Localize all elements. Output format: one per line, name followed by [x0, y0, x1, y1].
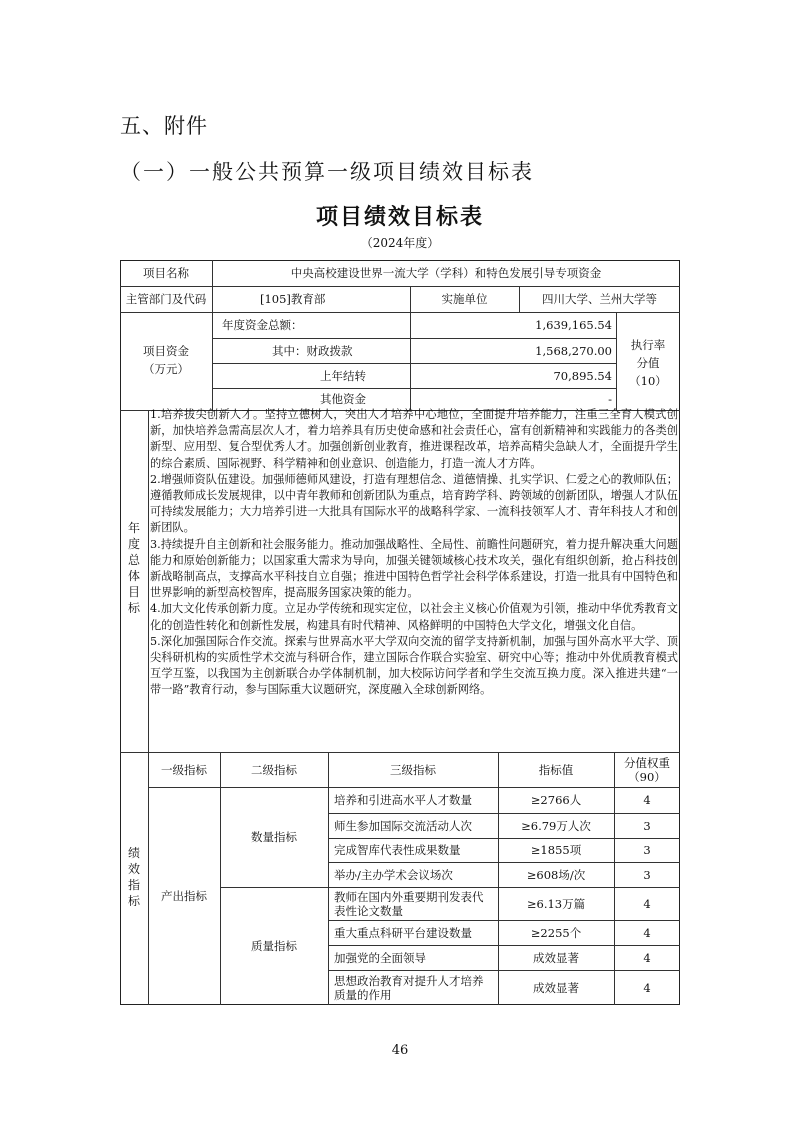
level2-quality: 质量指标 [251, 939, 297, 953]
goal-item: 2.增强师资队伍建设。加强师德师风建设，打造有理想信念、道德情操、扎实学识、仁爱之心的教师队伍；遵循教师成长发展规律，以中青年教师和创新团队为重点，培育跨学科、跨领域的创新团队，增强人才队伍可持续发展能力；大力培养引进一大批具有国际水平的战略科学家、一流科技领军人才、青年科技人才和创新团队。 [150, 472, 678, 535]
goal-item: 1.培养拔尖创新人才。坚持立德树人，突出人才培养中心地位，全面提升培养能力，注重三全育人模式创新，加快培养急需高层次人才，着力培养具有历史使命感和社会责任心，富有创新精神和实践能力的各类创新型、应用型、复合型优秀人才。加强创新创业教育，推进课程改革，培养高精尖急缺人才，全面提升学生的综合素质、国际视野、科学精神和创业意识、创造能力，打造一流人才方阵。 [150, 408, 678, 470]
goal-item: 5.深化加强国际合作交流。探索与世界高水平大学双向交流的留学支持新机制，加强与国外高水平大学、顶尖科研机构的实质性学术交流与科研合作，建立国际合作联合实验室、研究中心等；推动中外优质教育模式互学互鉴，以我国为主创新联合办学体制机制，加大校际访问学者和学生交流互换力度。深入推进共建“一带一路”教育行动，参与国际重大议题研究，深度融入全球创新网络。 [150, 634, 678, 697]
funds-label: 项目资金（万元） [143, 344, 189, 376]
page-number: 46 [391, 1043, 409, 1058]
level1-output: 产出指标 [161, 889, 207, 903]
impl-unit-label: 实施单位 [441, 292, 488, 306]
indicator-weight: 4 [643, 793, 651, 807]
dept-value: [105]教育部 [260, 292, 326, 306]
indicator-weight: 4 [643, 925, 651, 940]
indicator-name: 重大重点科研平台建设数量 [334, 925, 472, 940]
indicator-name: 师生参加国际交流活动人次 [334, 818, 472, 833]
annual-goals-label: 年度总体目标 [127, 521, 140, 615]
indicator-name: 举办/主办学术会议场次 [334, 867, 453, 882]
project-name-label: 项目名称 [143, 266, 189, 280]
indicator-value: ≥6.79万人次 [521, 818, 591, 833]
table-year: （2024年度） [360, 236, 440, 250]
indicator-value: 成效显著 [533, 950, 579, 965]
indicator-weight: 3 [643, 818, 651, 833]
funds-carry-label: 上年结转 [320, 368, 366, 383]
dept-label: 主管部门及代码 [125, 292, 207, 306]
funds-fiscal-label: 其中：财政拨款 [272, 343, 353, 358]
section-heading: 五、附件 [120, 114, 208, 138]
indicator-name: 思想政治教育对提升人才培养质量的作用 [334, 973, 484, 1002]
annual-goals-text [150, 407, 678, 699]
indicator-value: ≥2255个 [530, 925, 582, 940]
indicator-value: 成效显著 [533, 980, 579, 995]
table-title: 项目绩效目标表 [315, 205, 484, 230]
indicator-name: 完成智库代表性成果数量 [334, 843, 461, 857]
indicator-name: 教师在国内外重要期刊发表代表性论文数量 [334, 889, 484, 918]
header-value: 指标值 [538, 762, 574, 777]
header-level3: 三级指标 [390, 762, 436, 777]
indicator-value: ≥6.13万篇 [526, 896, 586, 911]
header-level1: 一级指标 [161, 762, 207, 777]
level2-quantity: 数量指标 [251, 830, 297, 844]
funds-total-label: 年度资金总额： [222, 318, 303, 332]
exec-rate-label: 执行率分值（10） [629, 338, 667, 388]
project-name-value: 中央高校建设世界一流大学（学科）和特色发展引导专项资金 [290, 266, 602, 280]
funds-total-value: 1,639,165.54 [535, 318, 612, 332]
funds-fiscal-value: 1,568,270.00 [535, 343, 612, 358]
funds-carry-value: 70,895.54 [553, 368, 612, 383]
indicator-name: 加强党的全面领导 [334, 950, 426, 965]
impl-unit-value: 四川大学、兰州大学等 [542, 292, 657, 306]
goal-item: 4.加大文化传承创新力度。立足办学传统和现实定位，以社会主义核心价值观为引领，推动中华优秀教育文化的创造性转化和创新性发展，构建具有时代精神、风格鲜明的中国特色大学文化，增强文化自信。 [150, 602, 678, 632]
indicator-weight: 4 [643, 950, 651, 965]
indicator-weight: 4 [643, 896, 651, 911]
indicator-weight: 4 [643, 980, 651, 995]
indicator-value: ≥608场/次 [526, 867, 586, 882]
indicator-weight: 3 [643, 867, 651, 882]
header-level2: 二级指标 [251, 762, 297, 777]
indicator-value: ≥1855项 [530, 843, 582, 857]
goal-item: 3.持续提升自主创新和社会服务能力。推动加强战略性、全局性、前瞻性问题研究，着力提升解决重大问题能力和原始创新能力；以国家重大需求为导向，加强关键领域核心技术攻关，强化有组织创新，抢占科技创新战略制高点，支撑高水平科技自立自强；推进中国特色哲学社会科学体系建设，打造一批具有中国特色和世界影响的新型高校智库，提高服务国家决策的能力。 [150, 537, 678, 600]
header-weight: 分值权重（90） [624, 755, 670, 784]
subsection-heading: （一）一般公共预算一级项目绩效目标表 [120, 160, 534, 184]
indicator-value: ≥2766人 [530, 793, 582, 807]
funds-other-value: - [608, 392, 612, 406]
indicator-weight: 3 [643, 843, 651, 857]
indicators-section-label: 绩效指标 [127, 846, 140, 908]
indicator-name: 培养和引进高水平人才数量 [334, 793, 472, 807]
funds-other-label: 其他资金 [320, 392, 366, 406]
